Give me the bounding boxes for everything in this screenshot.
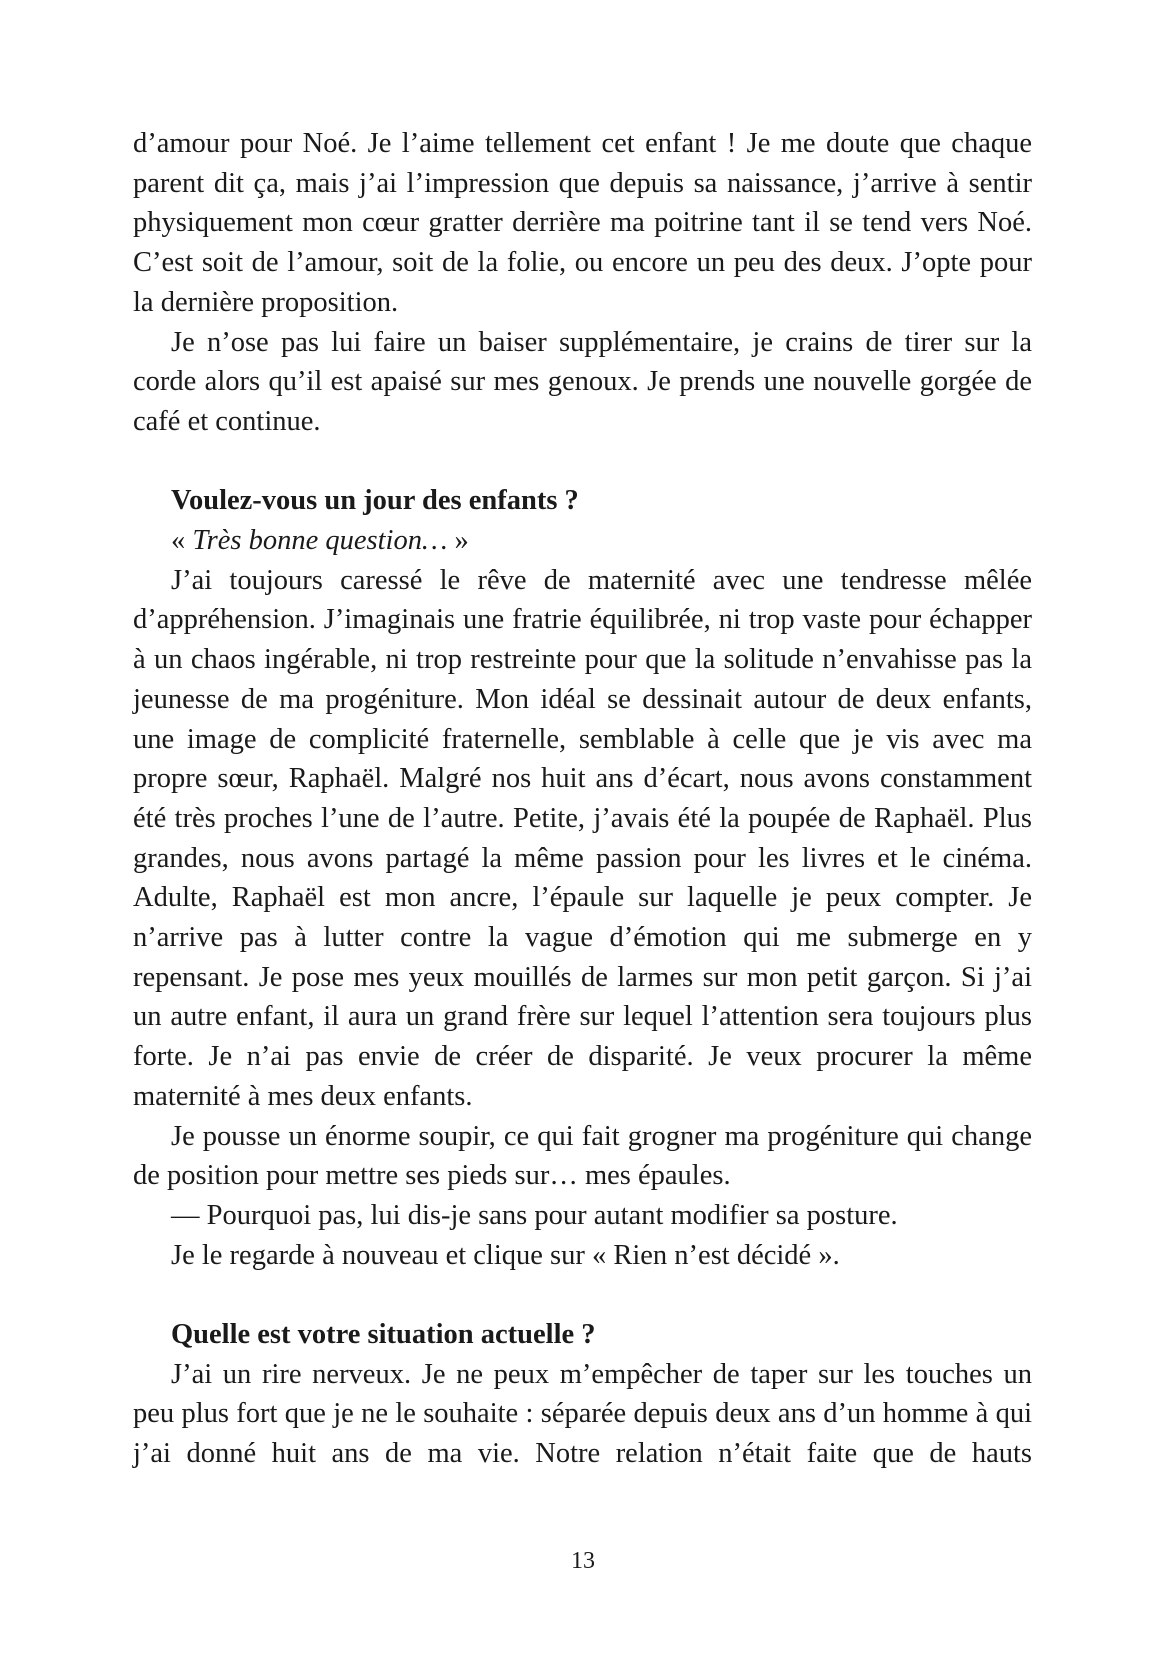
quote-close: » [447, 525, 469, 557]
section-heading: Voulez-vous un jour des enfants ? [171, 485, 579, 517]
section-break [133, 442, 1032, 482]
body-text [133, 124, 1032, 1474]
paragraph: Je n’ose pas lui faire un baiser supplémentaire, je crains de tirer sur la corde alors qu’il est apaisé sur mes genoux. Je prends une nouvelle gorgée de café et continue. [133, 326, 1032, 437]
quote-line [133, 521, 1032, 561]
paragraph: J’ai un rire nerveux. Je ne peux m’empêcher de taper sur les touches un peu plus fort que je ne le souhaite : séparée depuis deux ans d’un homme à qui j’ai donné huit ans de ma vie. Notre relation n’était faite que de hauts [133, 1358, 1032, 1470]
paragraph-continued: d’amour pour Noé. Je l’aime tellement cet enfant ! Je me doute que chaque parent dit ça, mais j’ai l’impression que depuis sa naissance, j’arrive à sentir physiquement mon cœur gratter derrière ma poitrine tant il se tend vers Noé. C’est soit de l’amour, soit de la folie, ou encore un peu des deux. J’opte pour la dernière proposition. [133, 128, 1032, 318]
section-break [133, 1275, 1032, 1315]
quote-open: « [171, 525, 193, 557]
dialogue-line: — Pourquoi pas, lui dis-je sans pour autant modifier sa posture. [171, 1199, 898, 1231]
quote-text: Très bonne question… [192, 525, 448, 557]
paragraph: Je pousse un énorme soupir, ce qui fait grogner ma progéniture qui change de position pour mettre ses pieds sur… mes épaules. [133, 1120, 1032, 1192]
paragraph: Je le regarde à nouveau et clique sur « Rien n’est décidé ». [171, 1239, 840, 1271]
paragraph: J’ai toujours caressé le rêve de maternité avec une tendresse mêlée d’appréhension. J’imaginais une fratrie équilibrée, ni trop vaste pour échapper à un chaos ingérable, ni trop restreinte pour que la solitude n’envahisse pas la jeunesse de ma progéniture. Mon idéal se dessinait autour de deux enfants, une image de complicité fraternelle, semblable à celle que je vis avec ma propre sœur, Raphaël. Malgré nos huit ans d’écart, nous avons constamment été très proches l’une de l’autre. Petite, j’avais été la poupée de Raphaël. Plus grandes, nous avons partagé la même passion pour les livres et le cinéma. Adulte, Raphaël est mon ancre, l’épaule sur laquelle je peux compter. Je n’arrive pas à lutter contre la vague d’émotion qui me submerge en y repensant. Je pose mes yeux mouillés de larmes sur mon petit garçon. Si j’ai un autre enfant, il aura un grand frère sur lequel l’attention sera toujours plus forte. Je n’ai pas envie de créer de disparité. Je veux procurer la même maternité à mes deux enfants. [133, 564, 1032, 1112]
section-heading: Quelle est votre situation actuelle ? [171, 1319, 596, 1351]
page-number: 13 [571, 1548, 595, 1574]
